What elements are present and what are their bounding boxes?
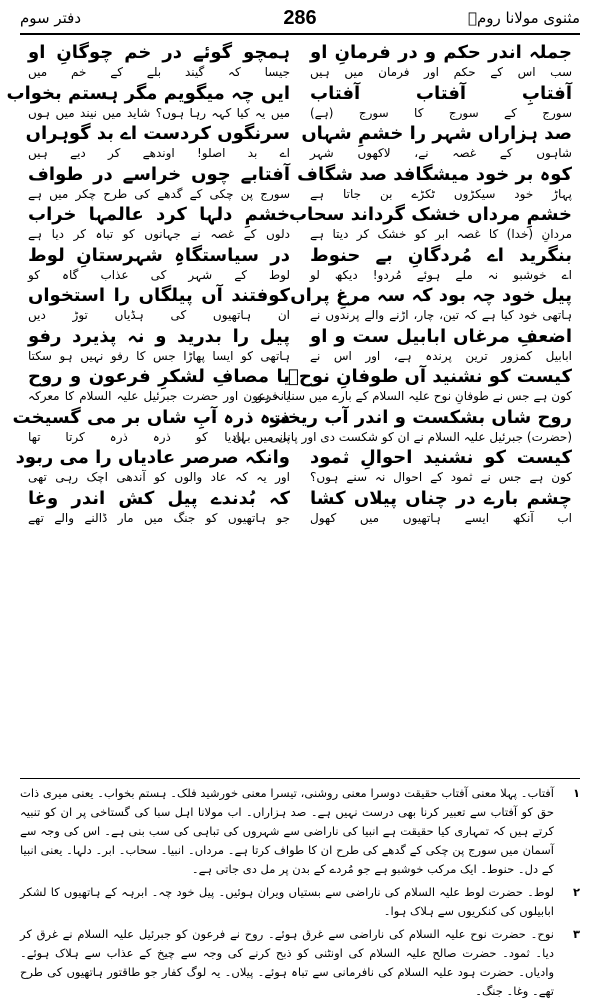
couplet	[20, 285, 580, 326]
persian-verse: در سیاستگاہِ شہرستانِ لوط	[28, 244, 290, 266]
footnote	[20, 925, 580, 1001]
persian-verse: صد ہزاراں شہر را خشمِ شہاں	[301, 123, 572, 144]
persian-verse: پیل را بدرید و نہ پذیرد رفو	[28, 325, 290, 347]
urdu-translation: سب اس کے حکم اور فرمان میں ہیں	[310, 65, 572, 79]
persian-verse: وانکہ صرصر عادیاں را می ربود	[15, 447, 290, 468]
couplet	[6, 82, 580, 124]
persian-verse: کیست کو نشنید آں طوفانِ نوحؑ	[288, 366, 572, 387]
page-header	[20, 2, 580, 34]
urdu-translation: پہاڑ خود سیکڑوں ٹکڑے بن جاتا ہے	[310, 186, 572, 201]
section-title: دفتر سوم	[20, 9, 82, 27]
header-divider	[20, 33, 580, 35]
persian-verse: سرنگوں کردست اے بد گوہراں	[25, 123, 290, 144]
hemistich-right	[290, 285, 580, 326]
footnote-number: ۲	[572, 885, 580, 899]
couplet	[15, 447, 580, 488]
urdu-translation: اے خوشبو نہ ملے ہوئے مُردو! دیکھ لو	[310, 267, 572, 282]
footnote	[20, 883, 580, 921]
urdu-translation: ہاتھی کو ایسا پھاڑا جس کا رفو نہیں ہو سکتا	[28, 348, 290, 363]
couplet	[20, 204, 580, 245]
hemistich-left	[20, 366, 300, 407]
footnote-text: نوح۔ حضرت نوح علیہ السلام کی ناراضی سے غرق ہوئے۔ روح نے فرعون کو جبرئیل علیہ السلام نے غرق کر دیا۔ ثمود۔ حضرت صالح علیہ السلام کی اونٹنی کو ذبح کرنے کی وجہ سے چیخ کے عذاب سے ہلاک ہوئے۔ وادیاں۔ حضرت ہود علیہ السلام کی نافرمانی سے تباہ ہوئے۔ پیلاں۔ یہ لوگ کفار جو طاقتور ہاتھیوں کی طرح تھے۔ وغا۔ جنگ۔	[20, 927, 554, 998]
footnote-text: لوط۔ حضرت لوط علیہ السلام کی ناراضی سے بستیاں ویران ہوئیں۔ پیل خود چہ۔ ابرہہ کے ہاتھیوں کا لشکر ابابیلوں کی کنکریوں سے ہلاک ہوا۔	[20, 885, 554, 918]
persian-verse: کوہ بر خود میشگافد صد شگاف	[297, 163, 572, 185]
persian-verse: خشمِ دلہا کرد عالمہا خراب	[28, 204, 290, 225]
hemistich-left	[20, 488, 300, 529]
persian-verse: چشم بارے در چناں پیلاں کشا	[310, 487, 572, 509]
hemistich-right	[300, 83, 580, 124]
urdu-translation: دلوں کے غصہ نے جہانوں کو تباہ کر دیا ہے	[28, 227, 290, 241]
urdu-translation: ابابیل کمزور ترین پرندہ ہے، اور اس نے	[310, 348, 572, 363]
hemistich-right	[256, 366, 580, 407]
book-title: مثنوی مولانا رومؒ	[468, 9, 580, 27]
hemistich-right	[297, 163, 580, 205]
urdu-translation: پانی ان کو ذرہ ذرہ کرتا تھا	[28, 429, 290, 444]
hemistich-left	[20, 42, 300, 83]
urdu-translation: شاہوں کے غصہ نے، لاکھوں شہر	[310, 146, 572, 160]
hemistich-right	[300, 326, 580, 367]
persian-verse: آفتابِ آفتاب آفتاب	[310, 82, 572, 104]
urdu-translation: ہاتھی خود کیا ہے کہ تین، چار، اڑنے والے پرندوں نے	[310, 308, 572, 322]
persian-verse: کہ بُدندے پیل کش اندر وغا	[28, 487, 290, 509]
persian-verse: روح شاں بشکست و اندر آب ریخت	[268, 406, 572, 428]
couplet	[20, 326, 580, 367]
hemistich-right	[300, 42, 580, 83]
persian-verse: کوفتند آں پیلگاں را استخواں	[28, 285, 290, 306]
hemistich-left	[6, 82, 300, 124]
persian-verse: جملہ اندر حکم و در فرمانِ او	[310, 42, 572, 63]
persian-verse: آفتابے چوں خراسے در طواف	[28, 163, 290, 185]
urdu-translation: یا فرعون اور حضرت جبرئیل علیہ السلام کا معرکہ	[28, 389, 290, 403]
hemistich-left	[20, 123, 300, 164]
couplet	[20, 164, 580, 205]
footnote-text: آفتاب۔ پہلا معنی آفتاب حقیقت دوسرا معنی روشنی، تیسرا معنی خورشید فلک۔ ہستم بخواب۔ یعنی میری ذات حق کو آفتاب سے تعبیر کرنا بھی درست نہیں ہے۔ صد ہزاراں۔ اب مولانا اہل سبا کی گستاخی پر ان کو تنبیہ کرتے ہیں کہ تمہاری کیا حقیقت ہے انبیا کی ناراضی سے شہروں کی تباہی کی سب بنی ہے۔ اس کی وجہ سے آسمان میں سورج پن چکی کے گدھے کی طرح ان کا طواف کرتا ہے۔ مرداں۔ انبیا۔ سحاب۔ ابر۔ دلہا۔ یعنی انبیا کے دل۔ حنوط۔ ایک مرکب خوشبو ہے جو مُردے کے بدن پر مل دی جاتی ہے۔	[20, 786, 554, 876]
couplet	[20, 123, 580, 164]
urdu-translation: ان ہاتھیوں کی ہڈیاں توڑ دیں	[28, 308, 290, 322]
persian-verse: بنگرید اے مُردگانِ بے حنوط	[310, 244, 572, 266]
couplet	[12, 406, 580, 448]
hemistich-left	[20, 164, 300, 205]
urdu-translation: مردانِ (خدا) کا غصہ ابر کو خشک کر دیتا ہے	[310, 227, 572, 241]
urdu-translation: کون ہے جس نے طوفانِ نوح علیہ السلام کے بارے میں سنا نہ ہو	[256, 389, 572, 403]
hemistich-right	[224, 406, 580, 448]
persian-verse: پیل خود چہ بود کہ سہ مرغِ پراں	[290, 285, 572, 306]
urdu-translation: سورج کے سورج کا سورج (ہے)	[310, 105, 572, 120]
persian-verse: خشمِ مرداں خشک گرداند سحاب	[288, 204, 572, 225]
urdu-translation: کون ہے جس نے ثمود کے احوال نہ سنے ہوں؟	[310, 470, 572, 484]
persian-verse: ایں چہ میگویم مگر ہستم بخواب	[6, 82, 290, 104]
footnote-number: ۱	[572, 786, 580, 800]
footnotes	[20, 784, 580, 998]
urdu-translation: اے بد اصلو! اوندھے کر دیے ہیں	[28, 146, 290, 160]
hemistich-left	[15, 447, 300, 488]
footnote	[20, 784, 580, 879]
hemistich-left	[20, 326, 300, 367]
urdu-translation: (حضرت) جبرئیل علیہ السلام نے ان کو شکست دی اور پانی میں بہادیا	[224, 429, 572, 444]
couplet	[20, 366, 580, 407]
urdu-translation: سورج پن چکی کے گدھے کی طرح چکر میں ہے	[28, 186, 290, 201]
urdu-translation: جیسا کہ گیند بلے کے خم میں	[28, 65, 290, 79]
footnotes-divider	[20, 778, 580, 779]
persian-verse: کیست کو نشنید احوالِ ثمود	[310, 447, 572, 468]
couplet	[20, 488, 580, 529]
hemistich-left	[20, 204, 300, 245]
persian-verse: ذرہ ذرہ آبِ شاں بر می گسیخت	[12, 406, 290, 428]
urdu-translation: اور یہ کہ عاد والوں کو آندھی اچک رہی تھی	[28, 470, 290, 484]
hemistich-left	[12, 406, 300, 448]
persian-verse: اضعفِ مرغاں ابابیل ست و او	[310, 325, 572, 347]
hemistich-right	[300, 447, 580, 488]
poem-body	[6, 42, 580, 772]
hemistich-right	[300, 123, 580, 164]
couplet	[20, 42, 580, 83]
hemistich-right	[300, 488, 580, 529]
page-number: 286	[283, 6, 317, 29]
persian-verse: ہمچو گوئے در خم چوگانِ او	[28, 42, 290, 63]
couplet	[20, 245, 580, 286]
urdu-translation: اب آنکھ ایسے ہاتھیوں میں کھول	[310, 510, 572, 525]
hemistich-left	[20, 285, 300, 326]
footnote-number: ۳	[572, 927, 580, 941]
hemistich-left	[20, 245, 300, 286]
hemistich-right	[288, 204, 580, 245]
hemistich-right	[300, 245, 580, 286]
persian-verse: یا مصافِ لشکرِ فرعون و روح	[28, 366, 290, 387]
urdu-translation: میں یہ کیا کہہ رہا ہوں؟ شاید میں نیند میں ہوں	[28, 105, 290, 120]
urdu-translation: جو ہاتھیوں کو جنگ میں مار ڈالنے والے تھے	[28, 510, 290, 525]
urdu-translation: لوط کے شہر کی عذاب گاہ کو	[28, 267, 290, 282]
